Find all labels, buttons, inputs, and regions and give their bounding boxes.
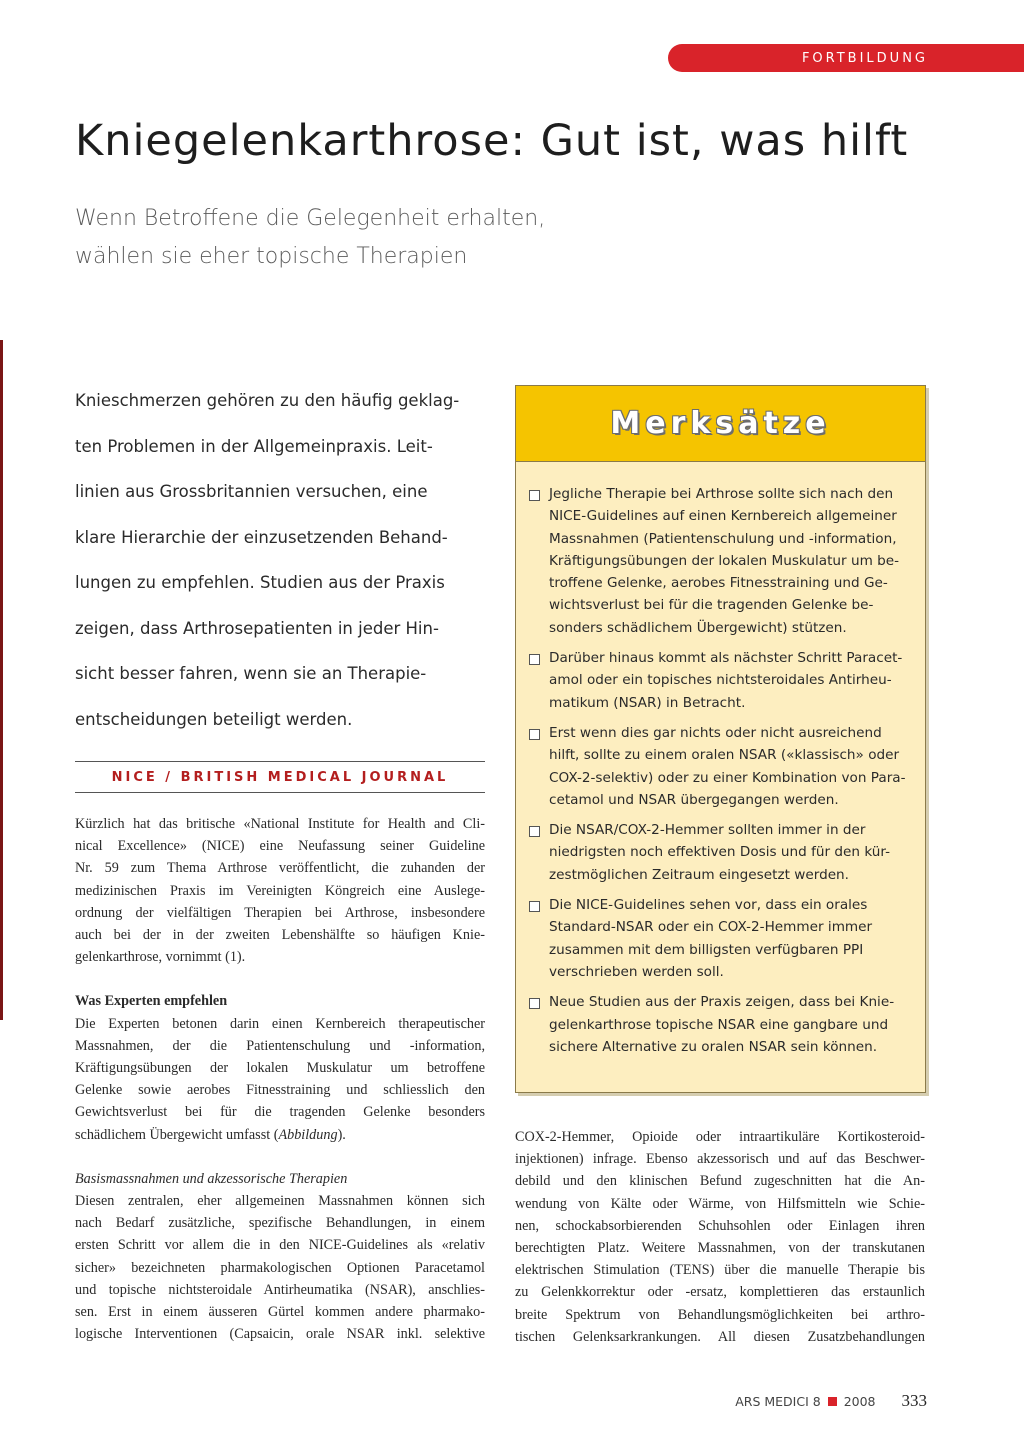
text-fragment: ).: [337, 1126, 346, 1143]
text-line: sicher» bezeichneten pharmakologischen Optionen Paracetamol: [75, 1259, 485, 1276]
text-line: injektionen) infrage. Ebenso akzessorisch und auf das Beschwer-: [515, 1151, 925, 1168]
source-label: NICE / BRITISH MEDICAL JOURNAL: [111, 769, 449, 785]
text-line: sichere Alternative zu oralen NSAR sein können.: [549, 1038, 878, 1055]
checkbox-bullet-icon: [529, 826, 540, 837]
heading-experts: Was Experten empfehlen: [75, 993, 228, 1010]
key-points-list: [529, 483, 914, 1066]
lead-line: linien aus Grossbritannien versuchen, eine: [75, 482, 428, 501]
key-point-text: [549, 894, 872, 983]
checkbox-bullet-icon: [529, 729, 540, 740]
text-line: Massnahmen (Patientenschulung und -information,: [549, 530, 897, 547]
heading-basis: Basismassnahmen und akzessorische Therapien: [75, 1170, 348, 1187]
text-line: Kürzlich hat das britische «National Institute for Health and Cli-: [75, 816, 485, 832]
text-line: niedrigsten noch effektiven Dosis und für den kür-: [549, 844, 891, 861]
text-line: Die NICE-Guidelines sehen vor, dass ein orales: [549, 897, 868, 914]
text-line: hilft, sollte zu einem oralen NSAR («klassisch» oder: [549, 747, 900, 764]
text-line: Gelenke sowie aerobes Fitnesstraining und schliesslich den: [75, 1082, 485, 1099]
subtitle-line: wählen sie eher topische Therapien: [75, 244, 468, 269]
text-line: COX-2-selektiv) oder zu einer Kombination von Para-: [549, 769, 906, 786]
key-point: [529, 894, 914, 983]
key-point-text: [549, 819, 890, 886]
key-point-text: [549, 647, 902, 714]
text-line: ordnung der vielfältigen Therapien bei Arthrose, insbesondere: [75, 904, 485, 921]
key-point: [529, 647, 914, 714]
key-point: [529, 991, 914, 1058]
key-points-box: [515, 385, 926, 1093]
key-point: [529, 819, 914, 886]
source-bar: [75, 761, 485, 793]
subtitle-line: Wenn Betroffene die Gelegenheit erhalten,: [75, 206, 546, 231]
key-point-text: [549, 991, 894, 1058]
experts-paragraph: [75, 1013, 485, 1146]
section-tab: [668, 44, 1024, 72]
page-footer: [715, 1391, 927, 1411]
text-line: zestmöglichen Zeitraum eingesetzt werden.: [549, 866, 849, 883]
text-line: Gewichtsverlust bei für die tragenden Gelenke besonders: [75, 1104, 485, 1121]
text-line: elektrischen Stimulation (TENS) über die manuelle Therapie bis: [515, 1262, 925, 1279]
text-line: und topische nichtsteroidale Antirheumatika (NSAR), anschlies-: [75, 1281, 485, 1298]
key-point-text: [549, 722, 906, 811]
text-line: ersten Schritt vor allem die in den NICE-Guidelines als «relativ: [75, 1237, 485, 1254]
text-line: tischen Gelenksarkrankungen. All diesen Zusatzbehandlungen: [515, 1328, 925, 1345]
text-line: Nr. 59 zum Thema Arthrose veröffentlicht, die zuhanden der: [75, 860, 485, 877]
text-line: medizinischen Praxis im Vereinigten Köngreich eine Auslege-: [75, 882, 485, 899]
text-line: gelenkarthrose, vornimmt (1).: [75, 949, 246, 966]
page-number: 333: [901, 1391, 927, 1410]
text-line: Massnahmen, der die Patientenschulung und -information,: [75, 1037, 485, 1054]
checkbox-bullet-icon: [529, 998, 540, 1009]
text-line: Kräftigungsübungen der lokalen Muskulatur um be-: [549, 552, 900, 569]
article-subtitle: [75, 200, 635, 276]
text-line: breite Spektrum von Behandlungsmöglichkeiten bei arthro-: [515, 1306, 925, 1323]
text-line: wendung von Kälte oder Wärme, von Hilfsmitteln wie Schie-: [515, 1195, 925, 1212]
text-line: amol oder ein topisches nichtsteroidales Antirheu-: [549, 672, 892, 689]
text-line: Neue Studien aus der Praxis zeigen, dass bei Knie-: [549, 994, 895, 1011]
basis-paragraph: [75, 1190, 485, 1345]
figure-reference: Abbildung: [278, 1126, 338, 1143]
text-line: NICE-Guidelines auf einen Kernbereich allgemeiner: [549, 508, 897, 525]
text-line: zusammen mit dem billigsten verfügbaren PPI: [549, 941, 864, 958]
text-line: troffene Gelenke, aerobes Fitnesstraining und Ge-: [549, 575, 888, 592]
lead-line: klare Hierarchie der einzusetzenden Behand-: [75, 527, 448, 547]
text-line: Diesen zentralen, eher allgemeinen Massnahmen können sich: [75, 1193, 485, 1210]
right-column: [515, 1126, 925, 1348]
article-title: Kniegelenkarthrose: Gut ist, was hilft: [75, 116, 909, 166]
checkbox-bullet-icon: [529, 490, 540, 501]
text-line: COX-2-Hemmer, Opioide oder intraartikuläre Kortikosteroid-: [515, 1129, 925, 1145]
text-line: Darüber hinaus kommt als nächster Schritt Paracet-: [549, 650, 903, 667]
text-line: [75, 1124, 485, 1146]
key-points-header: [516, 386, 925, 462]
text-line: zu Gelenkkorrektur oder -ersatz, komplettieren das erstaunlich: [515, 1284, 925, 1301]
text-line: Kräftigungsübungen der lokalen Muskulatur um betroffene: [75, 1060, 485, 1077]
text-line: berechtigten Platz. Weitere Massnahmen, von der transkutanen: [515, 1240, 925, 1257]
lead-line: entscheidungen beteiligt werden.: [75, 709, 353, 729]
text-fragment: schädlichem Übergewicht umfasst (: [75, 1126, 279, 1143]
key-point: [529, 483, 914, 639]
text-line: nical Excellence» (NICE) eine Neufassung seiner Guideline: [75, 838, 485, 855]
text-line: Standard-NSAR oder ein COX-2-Hemmer immer: [549, 919, 873, 936]
lead-line: sicht besser fahren, wenn sie an Therapie-: [75, 664, 427, 683]
text-line: nach Bedarf zusätzliche, spezifische Behandlungen, in einem: [75, 1215, 485, 1232]
text-line: Erst wenn dies gar nichts oder nicht ausreichend: [549, 724, 882, 741]
section-label: FORTBILDUNG: [801, 50, 928, 66]
text-line: debild und den klinischen Befund zugeschnitten hat die An-: [515, 1173, 925, 1190]
intro-paragraph: [75, 813, 485, 968]
text-line: sonders schädlichem Übergewicht) stützen.: [549, 619, 847, 636]
checkbox-bullet-icon: [529, 654, 540, 665]
text-line: sen. Erst in einem äusseren Gürtel kommen andere pharmako-: [75, 1304, 485, 1321]
lead-line: ten Problemen in der Allgemeinpraxis. Leit-: [75, 436, 433, 456]
text-line: verschrieben werden soll.: [549, 963, 724, 980]
text-line: auch bei der in der zweiten Lebenshälfte so häufigen Knie-: [75, 927, 485, 944]
key-point-text: [549, 483, 899, 639]
left-column: [75, 813, 485, 1345]
text-line: nen, schockabsorbierenden Schuhsohlen oder Einlagen ihren: [515, 1217, 925, 1234]
red-square-icon: [828, 1397, 837, 1406]
journal-year: 2008: [843, 1393, 876, 1409]
text-line: logische Interventionen (Capsaicin, orale NSAR inkl. selektive: [75, 1326, 485, 1343]
key-point: [529, 722, 914, 811]
text-line: Die NSAR/COX-2-Hemmer sollten immer in der: [549, 822, 866, 839]
lead-paragraph: [75, 378, 495, 742]
key-points-title: Merksätze: [610, 406, 831, 441]
text-line: wichtsverlust bei für die tragenden Gelenke be-: [549, 597, 874, 614]
journal-name: ARS MEDICI 8: [735, 1393, 821, 1409]
lead-line: Knieschmerzen gehören zu den häufig geklag-: [75, 391, 460, 410]
text-line: cetamol und NSAR übergegangen werden.: [549, 791, 839, 808]
checkbox-bullet-icon: [529, 901, 540, 912]
text-line: Die Experten betonen darin einen Kernbereich therapeutischer: [75, 1015, 485, 1032]
lead-line: lungen zu empfehlen. Studien aus der Praxis: [75, 573, 445, 592]
text-line: Jegliche Therapie bei Arthrose sollte sich nach den: [549, 486, 894, 502]
margin-rule: [0, 340, 3, 1020]
continuation-paragraph: [515, 1126, 925, 1348]
text-line: matikum (NSAR) in Betracht.: [549, 694, 746, 711]
text-line: gelenkarthrose topische NSAR eine gangbare und: [549, 1016, 889, 1033]
lead-line: zeigen, dass Arthrosepatienten in jeder Hin-: [75, 618, 439, 638]
